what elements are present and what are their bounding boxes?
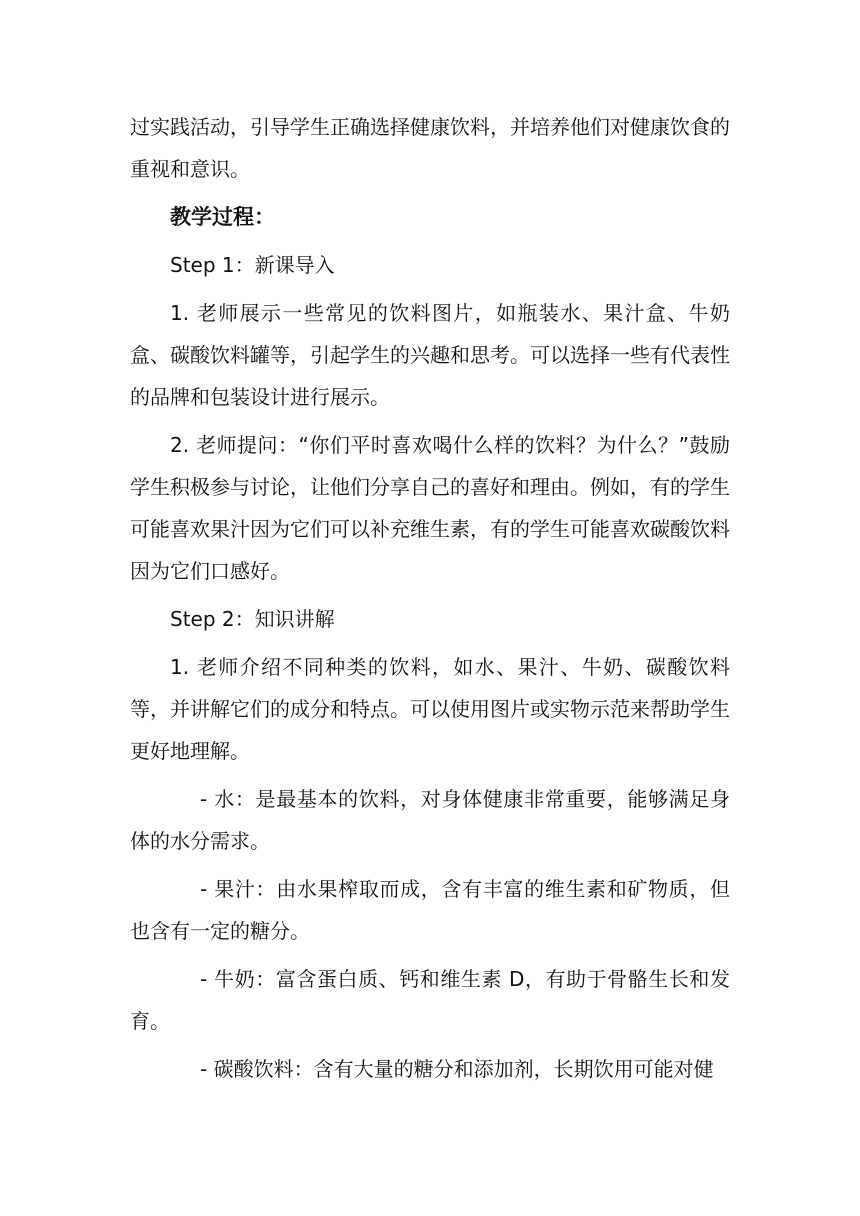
step-1-heading: Step 1：新课导入 (170, 253, 335, 277)
paragraph-intro-continuation: 过实践活动，引导学生正确选择健康饮料，并培养他们对健康饮食的重视和意识。 (130, 115, 730, 181)
step-2-item-1: 1. 老师介绍不同种类的饮料，如水、果汁、牛奶、碳酸饮料等，并讲解它们的成分和特点。可以使用图片或实物示范来帮助学生更好地理解。 (130, 655, 730, 763)
step-2-heading: Step 2：知识讲解 (170, 607, 335, 631)
bullet-milk: - 牛奶：富含蛋白质、钙和维生素 D，有助于骨骼生长和发育。 (130, 967, 730, 1033)
step-1-item-1: 1. 老师展示一些常见的饮料图片，如瓶装水、果汁盒、牛奶盒、碳酸饮料罐等，引起学生的兴趣和思考。可以选择一些有代表性的品牌和包装设计进行展示。 (130, 301, 730, 409)
bullet-juice: - 果汁：由水果榨取而成，含有丰富的维生素和矿物质，但也含有一定的糖分。 (130, 877, 730, 943)
bullet-water: - 水：是最基本的饮料，对身体健康非常重要，能够满足身体的水分需求。 (130, 787, 730, 853)
section-heading-teaching-process: 教学过程： (170, 205, 275, 229)
document-body (130, 106, 730, 1096)
bullet-soda: - 碳酸饮料：含有大量的糖分和添加剂，长期饮用可能对健 (200, 1057, 714, 1081)
step-1-item-2: 2. 老师提问：“你们平时喜欢喝什么样的饮料？为什么？”鼓励学生积极参与讨论，让他们分享自己的喜好和理由。例如，有的学生可能喜欢果汁因为它们可以补充维生素，有的学生可能喜欢碳酸饮料因为它们口感好。 (130, 433, 730, 583)
